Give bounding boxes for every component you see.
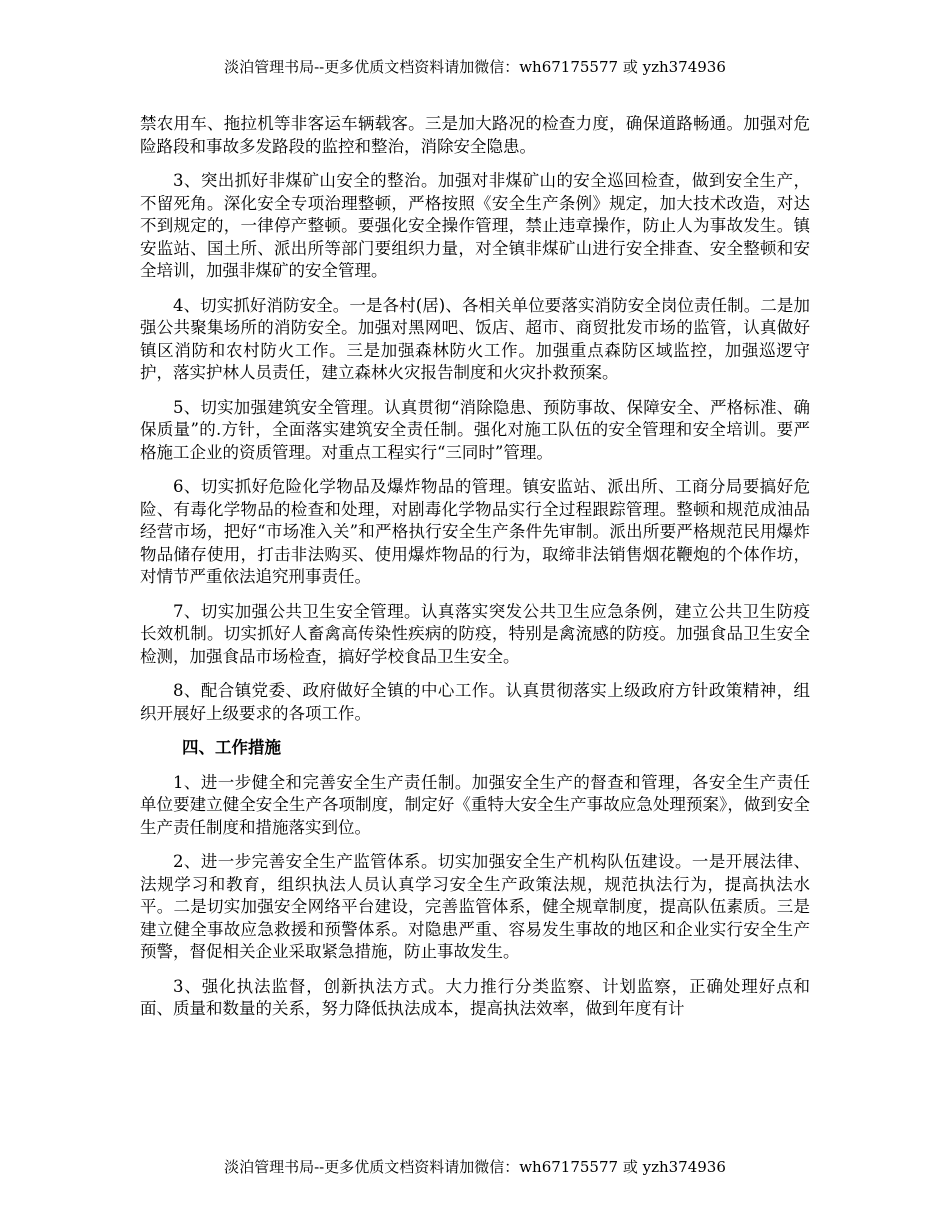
paragraph-continued: 禁农用车、拖拉机等非客运车辆载客。三是加大路况的检查力度，确保道路畅通。加强对危险路段和事故多发路段的监控和整治，消除安全隐患。 [140, 114, 810, 156]
page-header: 淡泊管理书局--更多优质文档资料请加微信：wh67175577 或 yzh374936 [224, 58, 726, 76]
document-body [140, 113, 810, 1033]
paragraph-public-health: 7、切实加强公共卫生安全管理。认真落实突发公共卫生应急条例，建立公共卫生防疫长效机制。切实抓好人畜禽高传染性疾病的防疫，特别是禽流感的防疫。加强食品卫生安全检测，加强食品市场检查，搞好学校食品卫生安全。 [140, 601, 810, 666]
paragraph-responsibility-system: 1、进一步健全和完善安全生产责任制。加强安全生产的督查和管理，各安全生产责任单位要建立健全安全生产各项制度，制定好《重特大安全生产事故应急处理预案》，做到安全生产责任制度和措施落实到位。 [140, 772, 810, 837]
paragraph-supervision-system: 2、进一步完善安全生产监管体系。切实加强安全生产机构队伍建设。一是开展法律、法规学习和教育，组织执法人员认真学习安全生产政策法规，规范执法行为，提高执法水平。二是切实加强安全网络平台建设，完善监管体系，健全规章制度，提高队伍素质。三是建立健全事故应急救援和预警体系。对隐患严重、容易发生事故的地区和企业实行安全生产预警，督促相关企业采取紧急措施，防止事故发生。 [140, 852, 810, 961]
paragraph-central-work: 8、配合镇党委、政府做好全镇的中心工作。认真贯彻落实上级政府方针政策精神，组织开展好上级要求的各项工作。 [140, 681, 810, 723]
page-footer: 淡泊管理书局--更多优质文档资料请加微信：wh67175577 或 yzh374936 [224, 1158, 726, 1176]
paragraph-law-enforcement: 3、强化执法监督，创新执法方式。大力推行分类监察、计划监察，正确处理好点和面、质量和数量的关系，努力降低执法成本，提高执法效率，做到年度有计 [140, 976, 810, 1018]
paragraph-construction-safety: 5、切实加强建筑安全管理。认真贯彻“消除隐患、预防事故、保障安全、严格标准、确保质量”的.方针，全面落实建筑安全责任制。强化对施工队伍的安全管理和安全培训。要严格施工企业的资质管理。对重点工程实行“三同时”管理。 [140, 397, 810, 462]
paragraph-fire-safety: 4、切实抓好消防安全。一是各村(居)、各相关单位要落实消防安全岗位责任制。二是加强公共聚集场所的消防安全。加强对黑网吧、饭店、超市、商贸批发市场的监管，认真做好镇区消防和农村防火工作。三是加强森林防火工作。加强重点森防区域监控，加强巡逻守护，落实护林人员责任，建立森林火灾报告制度和火灾扑救预案。 [140, 295, 810, 382]
section-heading-measures: 四、工作措施 [182, 738, 281, 757]
paragraph-chemical-safety: 6、切实抓好危险化学物品及爆炸物品的管理。镇安监站、派出所、工商分局要搞好危险、有毒化学物品的检查和处理，对剧毒化学物品实行全过程跟踪管理。整顿和规范成油品经营市场，把好“市场准入关”和严格执行安全生产条件先审制。派出所要严格规范民用爆炸物品储存使用，打击非法购买、使用爆炸物品的行为，取缔非法销售烟花鞭炮的个体作坊，对情节严重依法追究刑事责任。 [140, 477, 810, 586]
paragraph-mining-safety: 3、突出抓好非煤矿山安全的整治。加强对非煤矿山的安全巡回检查，做到安全生产，不留死角。深化安全专项治理整顿，严格按照《安全生产条例》规定，加大技术改造，对达不到规定的，一律停产整顿。要强化安全操作管理，禁止违章操作，防止人为事故发生。镇安监站、国土所、派出所等部门要组织力量，对全镇非煤矿山进行安全排查、安全整顿和安全培训，加强非煤矿的安全管理。 [140, 171, 810, 280]
